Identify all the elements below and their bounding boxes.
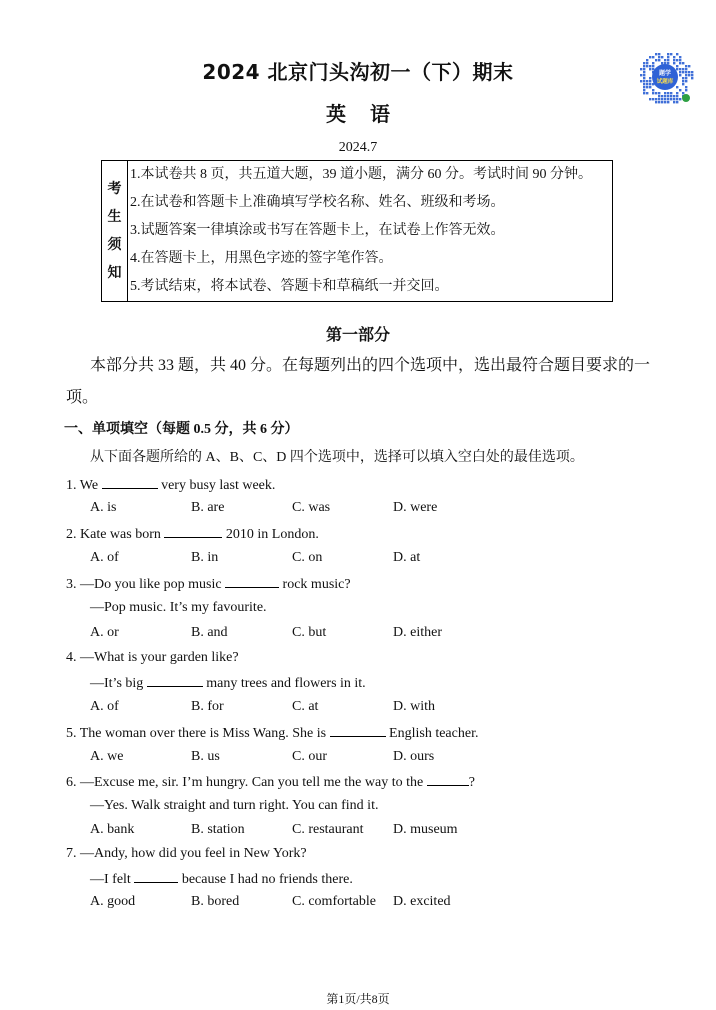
qr-dot: [676, 65, 678, 67]
question-line: [66, 575, 351, 593]
section-heading: 第一部分: [325, 325, 390, 344]
qr-dot: [679, 59, 681, 61]
notice-label-char: 须: [107, 237, 122, 253]
answer-option: D. museum: [393, 822, 458, 837]
qr-dot: [691, 77, 693, 79]
qr-dot: [649, 65, 651, 67]
answer-option: D. at: [393, 550, 421, 565]
question-text: —I felt: [90, 872, 135, 887]
question-line: [66, 724, 478, 742]
qr-dot: [643, 77, 645, 79]
question-text: —Yes. Walk straight and turn right. You can find it.: [90, 798, 379, 813]
qr-dot: [652, 89, 654, 91]
answer-option: C. at: [292, 699, 319, 714]
question-line: [66, 476, 275, 494]
qr-dot: [649, 83, 651, 85]
question-text: because I had no friends there.: [178, 872, 353, 887]
qr-dot: [646, 65, 648, 67]
qr-dot: [643, 74, 645, 76]
notice-item: 1.本试卷共 8 页，共五道大题，39 道小题，满分 60 分。考试时间 90 分钟。: [130, 167, 592, 182]
qr-dot: [667, 56, 669, 58]
qr-badge-text-top: 题学: [658, 70, 672, 77]
question-text: rock music?: [279, 577, 351, 592]
qr-dot: [646, 86, 648, 88]
qr-dot: [643, 65, 645, 67]
question-line: [90, 674, 366, 692]
question-text: 7. —Andy, how did you feel in New York?: [66, 846, 307, 861]
qr-dot: [679, 98, 681, 100]
qr-dot: [673, 62, 675, 64]
notice-item: 3.试题答案一律填涂或书写在答题卡上，在试卷上作答无效。: [130, 223, 505, 238]
answer-option: C. restaurant: [292, 822, 364, 837]
question-line: [66, 525, 319, 543]
option-row: [90, 500, 650, 520]
qr-dot: [643, 80, 645, 82]
qr-dot: [685, 65, 687, 67]
qr-code-icon: [636, 46, 694, 108]
answer-option: C. was: [292, 500, 331, 515]
qr-dot: [664, 92, 666, 94]
option-row: [90, 894, 650, 914]
part-heading: 一、单项填空（每题 0.5 分，共 6 分）: [64, 422, 299, 437]
question-text: 3. —Do you like pop music: [66, 577, 226, 592]
qr-dot: [673, 59, 675, 61]
qr-dot: [688, 65, 690, 67]
qr-dot: [679, 62, 681, 64]
qr-badge-circle: [652, 64, 678, 90]
question-text: many trees and flowers in it.: [202, 676, 366, 691]
question-text: ?: [468, 775, 475, 790]
qr-dot: [664, 95, 666, 97]
qr-dot: [655, 101, 657, 103]
qr-dot: [649, 80, 651, 82]
qr-dot: [667, 98, 669, 100]
qr-dot: [652, 56, 654, 58]
qr-dot: [667, 101, 669, 103]
answer-option: B. and: [191, 625, 228, 640]
qr-dot: [679, 74, 681, 76]
qr-dot: [646, 92, 648, 94]
qr-dot: [682, 68, 684, 70]
qr-dot: [646, 59, 648, 61]
qr-dot: [676, 53, 678, 55]
question-line: [66, 650, 239, 666]
qr-dot: [655, 92, 657, 94]
notice-label: [102, 161, 128, 301]
qr-dot: [676, 98, 678, 100]
qr-dot: [643, 92, 645, 94]
qr-dot: [643, 62, 645, 64]
qr-dot: [670, 92, 672, 94]
qr-dot: [685, 80, 687, 82]
notice-label-char: 知: [107, 265, 122, 281]
answer-option: C. our: [292, 749, 327, 764]
qr-dot: [658, 56, 660, 58]
qr-dot: [676, 92, 678, 94]
qr-dot: [652, 62, 654, 64]
qr-dot: [676, 86, 678, 88]
question-line: [90, 600, 267, 616]
qr-dot: [664, 59, 666, 61]
qr-dot: [652, 98, 654, 100]
question-line: [66, 773, 475, 791]
exam-title: 2024 北京门头沟初一（下）期末: [202, 60, 514, 84]
qr-dot: [670, 98, 672, 100]
qr-dot: [664, 101, 666, 103]
qr-dot: [685, 77, 687, 79]
question-text: —Pop music. It’s my favourite.: [90, 600, 267, 615]
qr-dot: [676, 59, 678, 61]
answer-option: D. ours: [393, 749, 435, 764]
qr-dot: [673, 98, 675, 100]
qr-dot: [679, 68, 681, 70]
answer-blank: [330, 724, 386, 737]
qr-dot: [640, 68, 642, 70]
qr-dot: [688, 71, 690, 73]
qr-dot: [667, 92, 669, 94]
qr-dot: [661, 95, 663, 97]
qr-dot: [685, 86, 687, 88]
section-intro: 本部分共 33 题，共 40 分。在每题列出的四个选项中，选出最符合题目要求的一项。: [66, 357, 651, 406]
notice-box: [101, 160, 613, 302]
answer-option: B. for: [191, 699, 224, 714]
qr-dot: [646, 83, 648, 85]
question-text: 5. The woman over there is Miss Wang. She is: [66, 726, 330, 741]
qr-dot: [655, 98, 657, 100]
qr-dot: [646, 80, 648, 82]
answer-option: C. comfortable: [292, 894, 376, 909]
option-row: [90, 625, 650, 645]
qr-dot: [646, 62, 648, 64]
answer-option: B. us: [191, 749, 220, 764]
qr-dot: [691, 71, 693, 73]
answer-option: B. in: [191, 550, 219, 565]
notice-item: 5.考试结束，将本试卷、答题卡和草稿纸一并交回。: [130, 279, 449, 294]
answer-option: A. is: [90, 500, 117, 515]
notice-item: 2.在试卷和答题卡上准确填写学校名称、姓名、班级和考场。: [130, 195, 505, 210]
qr-dot: [643, 71, 645, 73]
answer-option: B. bored: [191, 894, 240, 909]
qr-dot: [649, 98, 651, 100]
qr-dot: [682, 77, 684, 79]
qr-dot: [676, 95, 678, 97]
qr-dot: [640, 74, 642, 76]
qr-dot: [667, 95, 669, 97]
qr-dot: [643, 86, 645, 88]
answer-blank: [164, 525, 222, 538]
qr-dot: [643, 83, 645, 85]
qr-dot: [685, 74, 687, 76]
answer-blank: [147, 674, 203, 687]
question-line: [90, 798, 378, 814]
question-text: 6. —Excuse me, sir. I’m hungry. Can you tell me the way to the: [66, 775, 427, 790]
qr-dot: [658, 95, 660, 97]
qr-dot: [658, 98, 660, 100]
option-row: [90, 749, 650, 769]
answer-blank: [427, 773, 469, 786]
answer-option: A. good: [90, 894, 136, 909]
qr-dot: [655, 59, 657, 61]
qr-dot: [649, 56, 651, 58]
part-instructions: 从下面各题所给的 A、B、C、D 四个选项中，选择可以填入空白处的最佳选项。: [90, 450, 584, 465]
question-text: 2. Kate was born: [66, 527, 165, 542]
option-row: [90, 699, 650, 719]
qr-badge-text-bottom: 试题库: [656, 79, 674, 85]
notice-label-char: 考: [107, 181, 122, 197]
qr-dot: [643, 89, 645, 91]
qr-dot: [673, 95, 675, 97]
qr-dot: [688, 74, 690, 76]
question-text: 4. —What is your garden like?: [66, 650, 239, 665]
question-text: English teacher.: [385, 726, 479, 741]
qr-dot: [661, 101, 663, 103]
exam-date: 2024.7: [338, 140, 378, 155]
qr-dot: [679, 89, 681, 91]
qr-dot: [643, 68, 645, 70]
qr-dot: [691, 74, 693, 76]
question-text: very busy last week.: [157, 478, 276, 493]
qr-dot: [667, 59, 669, 61]
notice-item: 4.在答题卡上，用黑色字迹的签字笔作答。: [130, 251, 393, 266]
answer-blank: [102, 476, 158, 489]
answer-option: B. station: [191, 822, 245, 837]
qr-dot: [682, 83, 684, 85]
answer-option: A. of: [90, 550, 119, 565]
qr-dot: [679, 71, 681, 73]
qr-dot: [685, 68, 687, 70]
qr-dot: [667, 62, 669, 64]
answer-blank: [134, 870, 178, 883]
qr-dot: [670, 95, 672, 97]
exam-subject: 英语: [326, 102, 414, 126]
answer-option: B. are: [191, 500, 225, 515]
answer-option: C. but: [292, 625, 327, 640]
qr-dot: [670, 53, 672, 55]
qr-dot: [682, 71, 684, 73]
qr-dot: [676, 101, 678, 103]
qr-dot: [655, 53, 657, 55]
qr-dot: [649, 77, 651, 79]
qr-dot: [661, 98, 663, 100]
page-footer: 第1页/共8页: [326, 992, 390, 1006]
qr-dot: [664, 98, 666, 100]
notice-label-char: 生: [107, 209, 122, 225]
question-text: 2010 in London.: [222, 527, 319, 542]
qr-dot: [682, 92, 684, 94]
question-text: 1. We: [66, 478, 102, 493]
qr-dot: [640, 80, 642, 82]
answer-option: D. either: [393, 625, 442, 640]
qr-dot: [652, 65, 654, 67]
answer-option: D. excited: [393, 894, 451, 909]
answer-option: A. or: [90, 625, 119, 640]
option-row: [90, 822, 650, 842]
qr-dot: [673, 101, 675, 103]
qr-dot: [649, 68, 651, 70]
qr-dot: [652, 92, 654, 94]
qr-dot: [682, 80, 684, 82]
qr-dot: [679, 56, 681, 58]
qr-dot: [661, 62, 663, 64]
qr-dot: [658, 59, 660, 61]
qr-dot: [661, 56, 663, 58]
question-text: —It’s big: [90, 676, 147, 691]
notice-items: [130, 163, 610, 303]
option-row: [90, 550, 650, 570]
answer-option: C. on: [292, 550, 323, 565]
answer-option: A. we: [90, 749, 124, 764]
qr-dot: [658, 101, 660, 103]
qr-dot: [649, 86, 651, 88]
qr-dot: [673, 56, 675, 58]
answer-option: D. were: [393, 500, 438, 515]
qr-dot: [685, 89, 687, 91]
question-line: [66, 846, 307, 862]
answer-option: A. of: [90, 699, 119, 714]
qr-dot: [685, 71, 687, 73]
qr-dot: [676, 68, 678, 70]
question-line: [90, 870, 353, 888]
answer-blank: [225, 575, 279, 588]
qr-dot: [667, 53, 669, 55]
answer-option: D. with: [393, 699, 435, 714]
answer-option: A. bank: [90, 822, 135, 837]
qr-dot: [658, 92, 660, 94]
qr-dot: [658, 53, 660, 55]
qr-corner-dot: [682, 94, 690, 102]
qr-dot: [682, 62, 684, 64]
